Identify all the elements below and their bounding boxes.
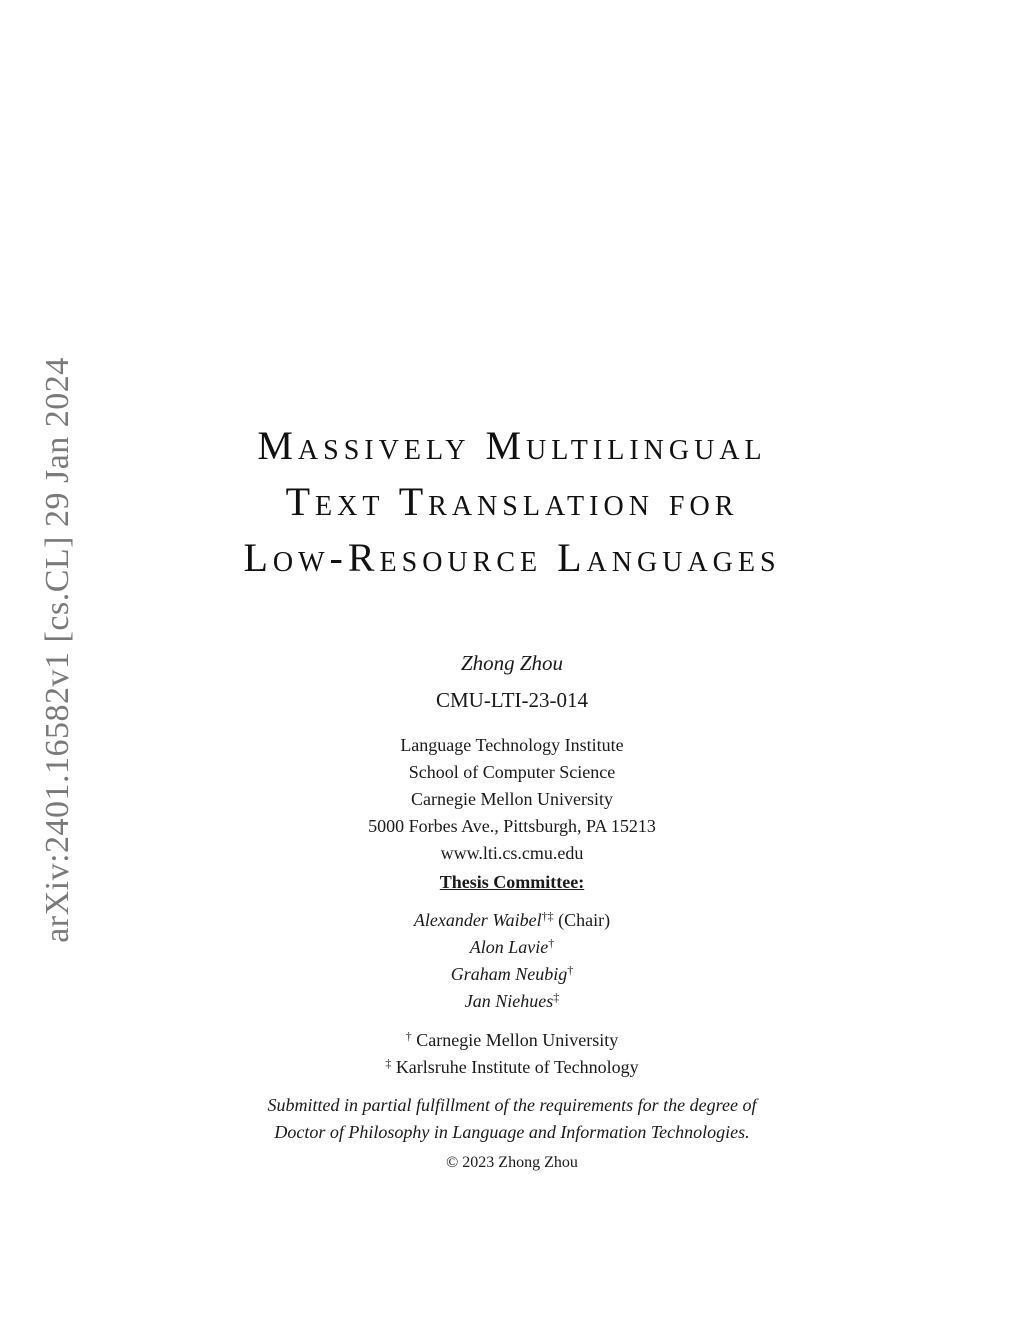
title-line-3: Low-Resource Languages	[243, 535, 781, 580]
institution-name: Carnegie Mellon University	[416, 1030, 619, 1050]
institution-name: Karlsruhe Institute of Technology	[395, 1057, 639, 1077]
submission-line-2: Doctor of Philosophy in Language and Information Technologies.	[274, 1122, 750, 1142]
report-number: CMU-LTI-23-014	[435, 688, 589, 712]
arxiv-identifier-stamp: arXiv:2401.16582v1 [cs.CL] 29 Jan 2024	[39, 357, 76, 943]
member-role: (Chair)	[558, 910, 611, 930]
institution-entry	[140, 1054, 884, 1081]
affiliation-marks: †	[548, 936, 555, 950]
affiliation-marks: †	[567, 963, 574, 977]
thesis-title	[140, 418, 884, 586]
committee-member	[140, 961, 884, 988]
title-line-1: Massively Multilingual	[257, 423, 767, 468]
title-line-2: Text Translation for	[285, 479, 739, 524]
committee-list	[140, 907, 884, 1015]
committee-member	[140, 988, 884, 1015]
institution-mark: ‡	[385, 1056, 392, 1070]
institute-name: Language Technology Institute	[400, 735, 624, 755]
submission-line-1: Submitted in partial fulfillment of the requirements for the degree of	[267, 1095, 757, 1115]
member-name: Alexander Waibel	[413, 910, 542, 930]
affiliation-block	[140, 732, 884, 867]
university-name: Carnegie Mellon University	[411, 789, 613, 809]
member-name: Alon Lavie	[469, 937, 549, 957]
website-url: www.lti.cs.cmu.edu	[440, 843, 584, 863]
institution-legend	[140, 1027, 884, 1081]
member-name: Jan Niehues	[464, 991, 554, 1011]
author-name: Zhong Zhou	[460, 651, 564, 675]
copyright-notice: © 2023 Zhong Zhou	[446, 1154, 578, 1171]
school-name: School of Computer Science	[408, 762, 616, 782]
affiliation-marks: ‡	[553, 990, 560, 1004]
affiliation-marks: †‡	[541, 909, 554, 923]
submission-statement	[140, 1092, 884, 1146]
committee-heading: Thesis Committee:	[439, 872, 585, 892]
committee-member	[140, 934, 884, 961]
institution-mark: †	[405, 1029, 412, 1043]
member-name: Graham Neubig	[450, 964, 568, 984]
institution-entry	[140, 1027, 884, 1054]
postal-address: 5000 Forbes Ave., Pittsburgh, PA 15213	[368, 816, 656, 836]
committee-member	[140, 907, 884, 934]
